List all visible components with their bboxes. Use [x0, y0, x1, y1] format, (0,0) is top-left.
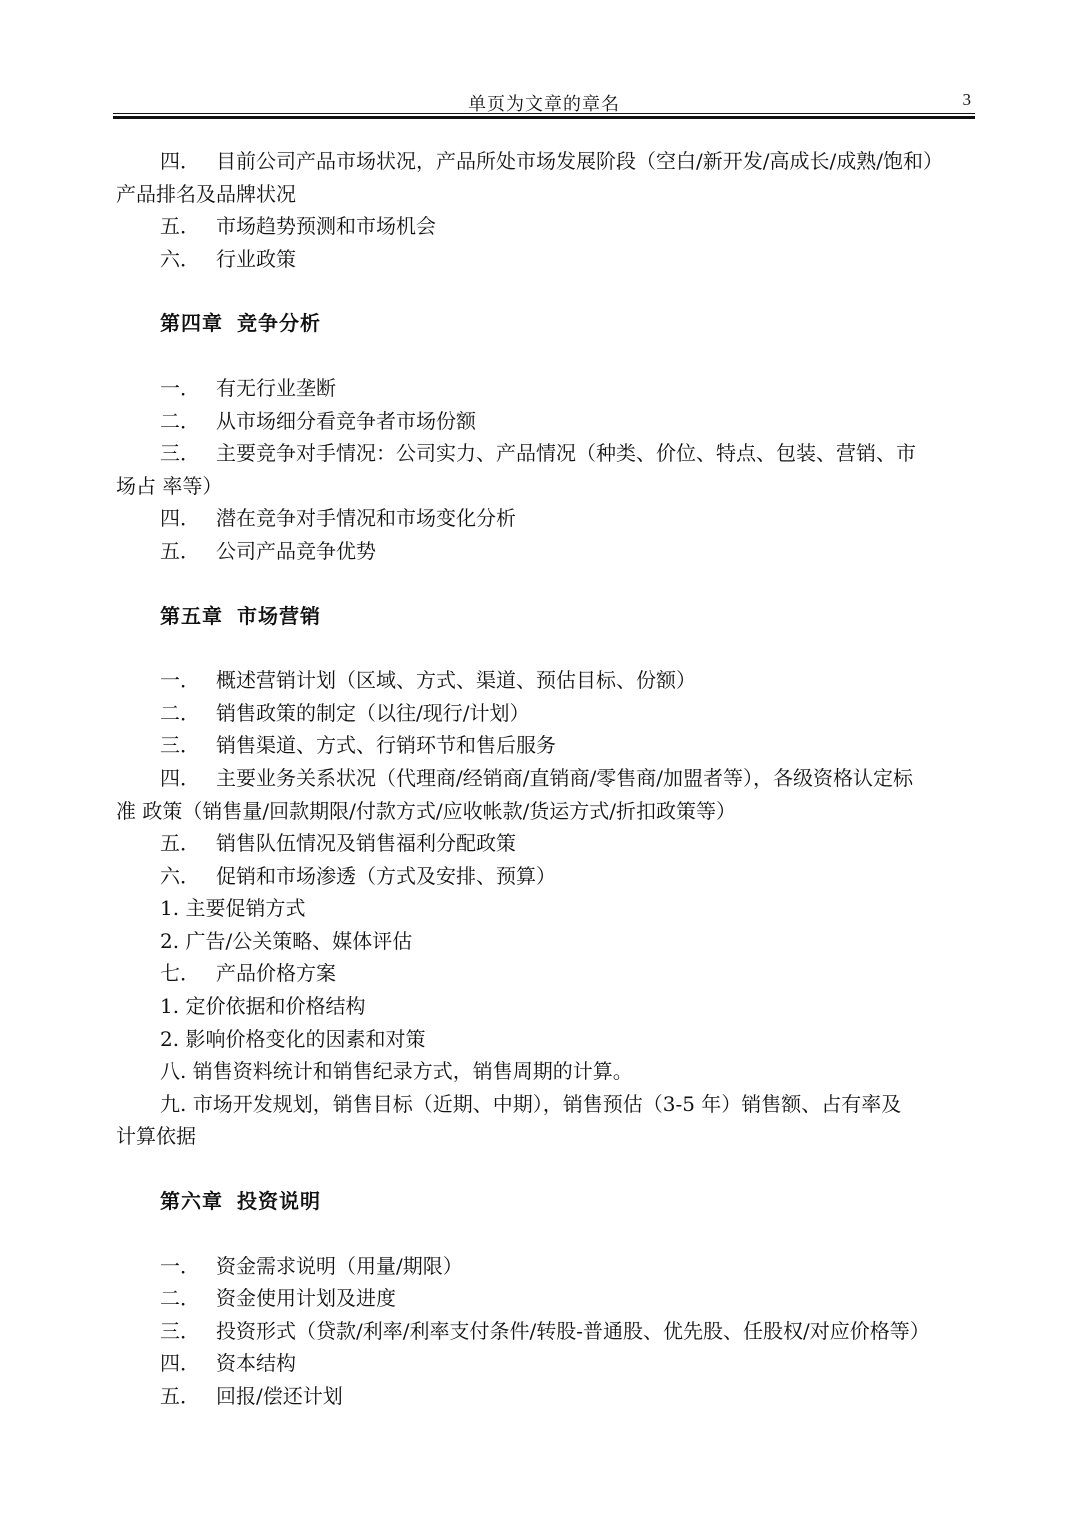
item-text: 概述营销计划（区域、方式、渠道、预估目标、份额）: [216, 668, 696, 693]
chapter-label: 第五章: [160, 603, 223, 628]
chapter-heading: [116, 307, 978, 340]
item-text: 资金使用计划及进度: [216, 1286, 396, 1311]
item-number: 二．: [160, 1286, 200, 1311]
list-item: [116, 1023, 978, 1056]
item-number: 三．: [160, 1318, 200, 1343]
list-item: [116, 1282, 978, 1315]
item-number: 1.: [160, 896, 180, 921]
item-text: 市场开发规划，销售目标（近期、中期），销售预估（3-5 年）销售额、占有率及: [192, 1091, 902, 1116]
chapter-heading: [116, 1185, 978, 1218]
item-number: 四．: [160, 506, 200, 531]
chapter-heading: [116, 600, 978, 633]
item-text: 从市场细分看竞争者市场份额: [216, 408, 476, 433]
item-number: 一．: [160, 668, 200, 693]
list-item: [116, 925, 978, 958]
list-item: [116, 372, 978, 405]
item-text: 资金需求说明（用量/期限）: [216, 1253, 463, 1278]
item-text: 回报/偿还计划: [216, 1384, 343, 1408]
item-text: 有无行业垄断: [216, 375, 336, 400]
item-text: 资本结构: [216, 1351, 296, 1376]
list-item: [116, 243, 978, 276]
item-continuation: 场占 率等）: [116, 473, 223, 498]
item-text: 主要业务关系状况（代理商/经销商/直销商/零售商/加盟者等），各级资格认定标: [216, 765, 913, 790]
item-number: 九.: [160, 1091, 187, 1116]
item-number: 三．: [160, 733, 200, 758]
list-item: [116, 405, 978, 438]
list-item: [116, 1347, 978, 1380]
list-item: [116, 1055, 978, 1088]
item-continuation: 计算依据: [116, 1124, 196, 1149]
item-number: 五．: [160, 538, 200, 563]
list-item: [116, 535, 978, 568]
item-text: 影响价格变化的因素和对策: [185, 1026, 426, 1051]
item-text: 销售政策的制定（以往/现行/计划）: [216, 700, 530, 725]
item-text: 主要促销方式: [185, 896, 306, 921]
item-number: 六．: [160, 863, 200, 888]
item-text: 产品价格方案: [216, 961, 336, 986]
item-number: 二．: [160, 700, 200, 725]
item-text: 销售渠道、方式、行销环节和售后服务: [216, 733, 556, 758]
list-item: [116, 697, 978, 730]
item-continuation: 产品排名及品牌状况: [116, 181, 296, 206]
list-item: [116, 892, 978, 925]
item-text: 促销和市场渗透（方式及安排、预算）: [216, 863, 556, 888]
page-number: 3: [962, 90, 971, 109]
item-number: 六．: [160, 246, 200, 271]
item-number: 四．: [160, 765, 200, 790]
list-item: [116, 762, 978, 795]
item-number: 一．: [160, 375, 200, 400]
list-item: [116, 1088, 978, 1121]
list-item: [116, 210, 978, 243]
item-number: 四．: [160, 149, 200, 173]
list-item: [116, 664, 978, 697]
list-item: [116, 1380, 978, 1413]
item-text: 投资形式（贷款/利率/利率支付条件/转股-普通股、优先股、任股权/对应价格等）: [216, 1318, 930, 1343]
header-rule-thin: [113, 113, 975, 114]
list-item: [116, 957, 978, 990]
item-number: 二．: [160, 408, 200, 433]
item-text: 市场趋势预测和市场机会: [216, 214, 436, 239]
item-text: 公司产品竞争优势: [216, 538, 376, 563]
item-number: 2.: [160, 928, 180, 953]
item-text: 定价依据和价格结构: [185, 994, 366, 1019]
item-text: 目前公司产品市场状况，产品所处市场发展阶段（空白/新开发/高成长/成熟/饱和）: [216, 149, 943, 173]
item-number: 五．: [160, 214, 200, 239]
list-item: [116, 437, 978, 470]
page-header: [113, 86, 975, 122]
item-number: 三．: [160, 441, 200, 466]
chapter-title: 市场营销: [237, 603, 321, 628]
chapter-label: 第四章: [160, 311, 223, 336]
item-text: 主要竞争对手情况：公司实力、产品情况（种类、价位、特点、包装、营销、市: [216, 441, 916, 466]
item-number: 1.: [160, 994, 180, 1019]
list-item: [116, 729, 978, 762]
list-item: [116, 502, 978, 535]
item-continuation: 准 政策（销售量/回款期限/付款方式/应收帐款/货运方式/折扣政策等）: [116, 798, 737, 823]
list-item: [116, 860, 978, 893]
item-text: 销售资料统计和销售纪录方式，销售周期的计算。: [192, 1059, 633, 1084]
document-body: [116, 145, 978, 1413]
header-rule-thick: [113, 116, 975, 119]
chapter-title: 竞争分析: [237, 311, 321, 336]
list-item: [116, 1315, 978, 1348]
item-number: 四．: [160, 1351, 200, 1376]
item-number: 五．: [160, 831, 200, 856]
item-text: 行业政策: [216, 246, 296, 271]
chapter-title: 投资说明: [237, 1189, 321, 1214]
header-title: 单页为文章的章名: [468, 94, 620, 115]
item-text: 销售队伍情况及销售福利分配政策: [216, 831, 516, 856]
list-item: [116, 990, 978, 1023]
item-text: 广告/公关策略、媒体评估: [185, 928, 413, 953]
item-number: 2.: [160, 1026, 180, 1051]
list-item: [116, 827, 978, 860]
item-number: 七．: [160, 961, 200, 986]
item-number: 五．: [160, 1384, 200, 1408]
item-number: 八.: [160, 1059, 187, 1084]
chapter-label: 第六章: [160, 1189, 223, 1214]
list-item: [116, 1250, 978, 1283]
list-item: [116, 145, 978, 178]
item-text: 潜在竞争对手情况和市场变化分析: [216, 506, 516, 531]
item-number: 一．: [160, 1253, 200, 1278]
